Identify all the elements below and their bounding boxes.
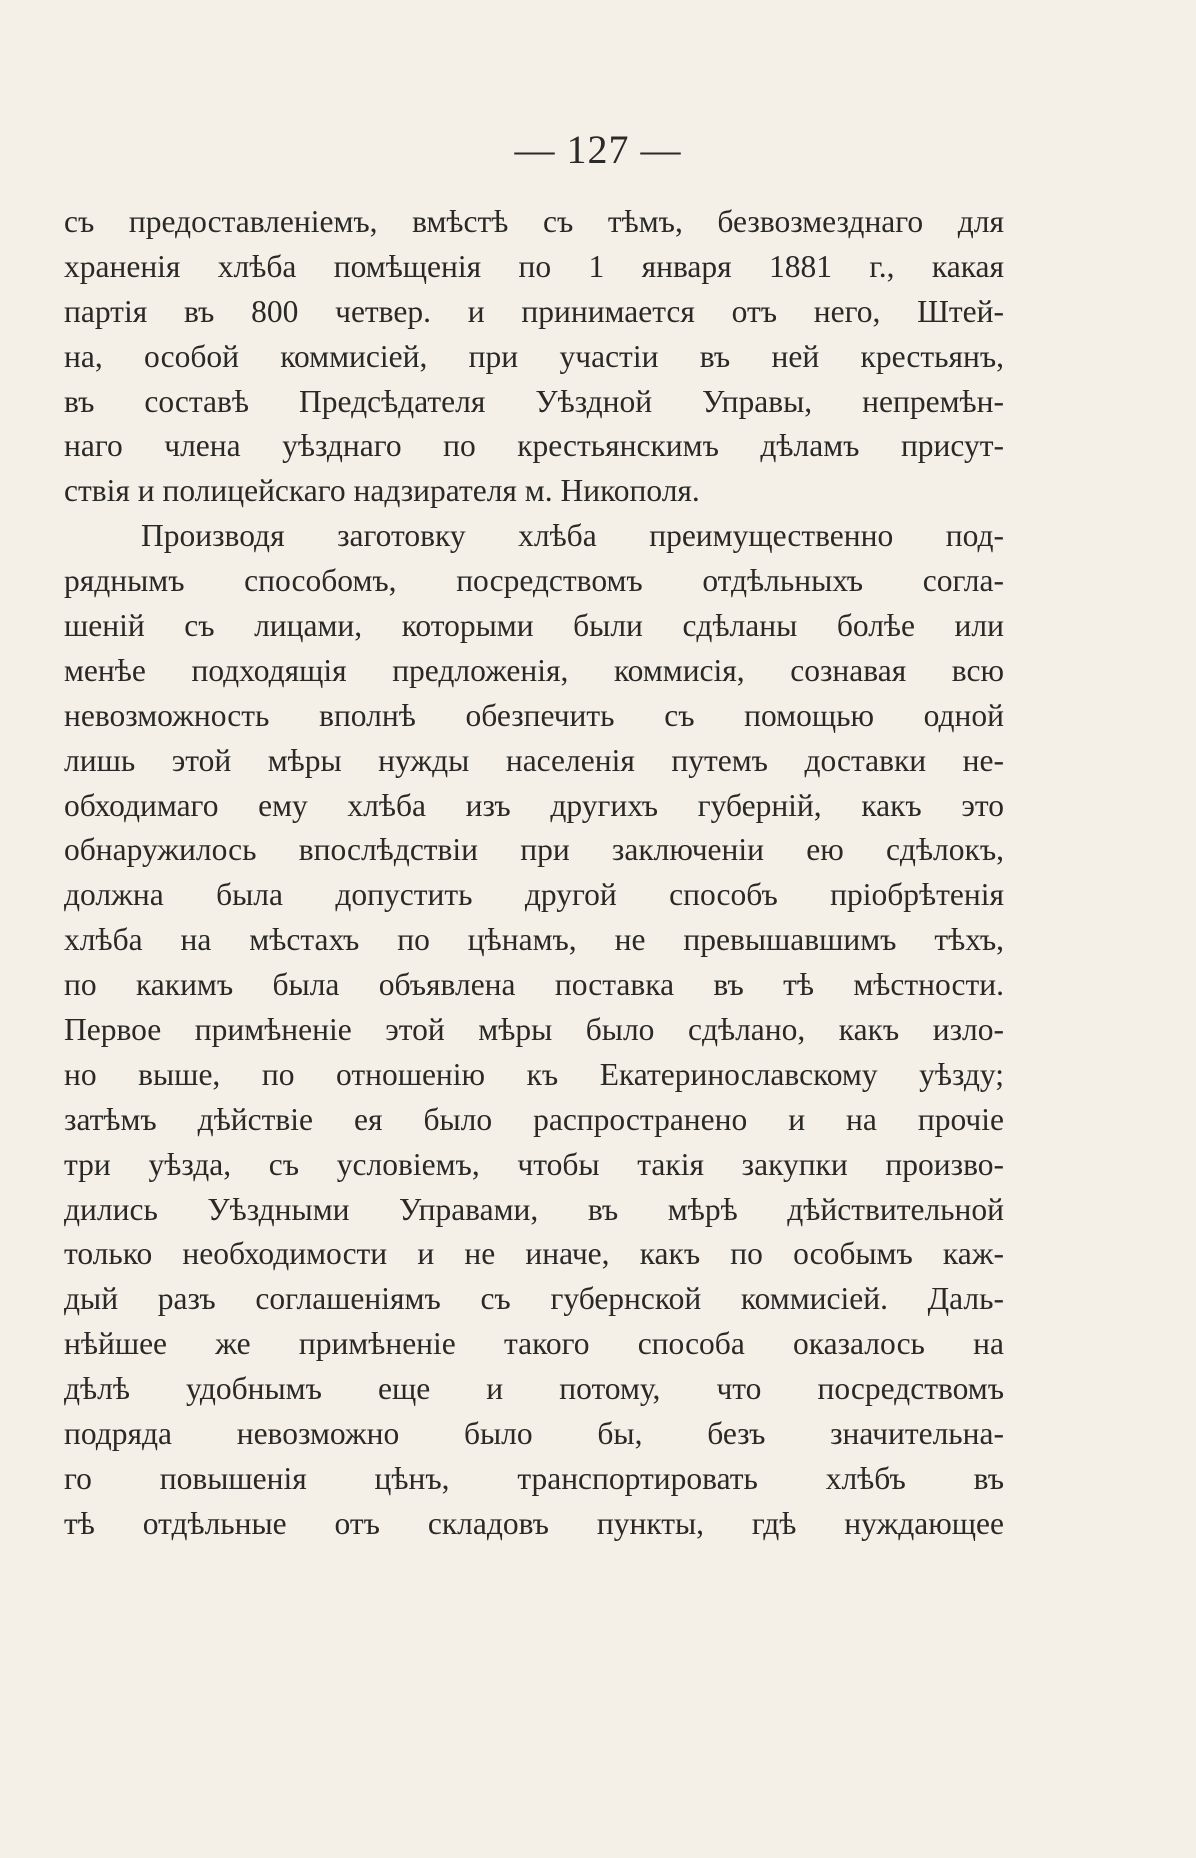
text-line: дились Уѣздными Управами, въ мѣрѣ дѣйствительной — [64, 1191, 1004, 1227]
text-line: шеній съ лицами, которыми были сдѣланы болѣе или — [64, 608, 1004, 644]
text-line: только необходимости и не иначе, какъ по особымъ каж- — [64, 1236, 1004, 1272]
text-line: лишь этой мѣры нужды населенія путемъ доставки не- — [64, 742, 1004, 778]
text-line: затѣмъ дѣйствіе ея было распространено и на прочіе — [64, 1101, 1004, 1137]
text-line: подряда невозможно было бы, безъ значительна- — [64, 1416, 1004, 1452]
text-line: партія въ 800 четвер. и принимается отъ него, Штей- — [64, 293, 1004, 329]
text-line: по какимъ была объявлена поставка въ тѣ мѣстности. — [64, 967, 1004, 1003]
text-line: въ составѣ Предсѣдателя Уѣздной Управы, непремѣн- — [64, 383, 1004, 419]
text-line: ряднымъ способомъ, посредствомъ отдѣльныхъ согла- — [64, 563, 1004, 599]
text-line: невозможность вполнѣ обезпечить съ помощью одной — [64, 697, 1004, 733]
text-line: три уѣзда, съ условіемъ, чтобы такія закупки произво- — [64, 1146, 1004, 1182]
text-line: менѣе подходящія предложенія, коммисія, сознавая всю — [64, 652, 1004, 688]
text-line: тѣ отдѣльные отъ складовъ пункты, гдѣ нуждающее — [64, 1505, 1004, 1541]
text-line: обходимаго ему хлѣба изъ другихъ губерній, какъ это — [64, 787, 1004, 823]
text-line: на, особой коммисіей, при участіи въ ней крестьянъ, — [64, 338, 1004, 374]
text-line: должна была допустить другой способъ пріобрѣтенія — [64, 877, 1004, 913]
text-line: го повышенія цѣнъ, транспортировать хлѣбъ въ — [64, 1460, 1004, 1496]
text-line: дый разъ соглашеніямъ съ губернской коммисіей. Даль- — [64, 1281, 1004, 1317]
text-line: обнаружилось впослѣдствіи при заключеніи ею сдѣлокъ, — [64, 832, 1004, 868]
text-line: ствія и полицейскаго надзирателя м. Никополя. — [64, 473, 700, 509]
page-number: — 127 — — [514, 127, 682, 172]
text-line: наго члена уѣзднаго по крестьянскимъ дѣламъ присут- — [64, 428, 1004, 464]
text-line: но выше, по отношенію къ Екатеринославскому уѣзду; — [64, 1056, 1004, 1092]
text-line: дѣлѣ удобнымъ еще и потому, что посредствомъ — [64, 1371, 1004, 1407]
text-line: нѣйшее же примѣненіе такого способа оказалось на — [64, 1326, 1004, 1362]
text-line: храненія хлѣба помѣщенія по 1 января 1881 г., какая — [64, 248, 1004, 284]
body-text — [64, 200, 1004, 1547]
text-line: Первое примѣненіе этой мѣры было сдѣлано, какъ изло- — [64, 1012, 1004, 1048]
text-line: съ предоставленіемъ, вмѣстѣ съ тѣмъ, безвозмезднаго для — [64, 204, 1004, 239]
text-line: хлѣба на мѣстахъ по цѣнамъ, не превышавшимъ тѣхъ, — [64, 922, 1004, 958]
paragraph-first-line: Производя заготовку хлѣба преимущественно под- — [141, 518, 1004, 554]
